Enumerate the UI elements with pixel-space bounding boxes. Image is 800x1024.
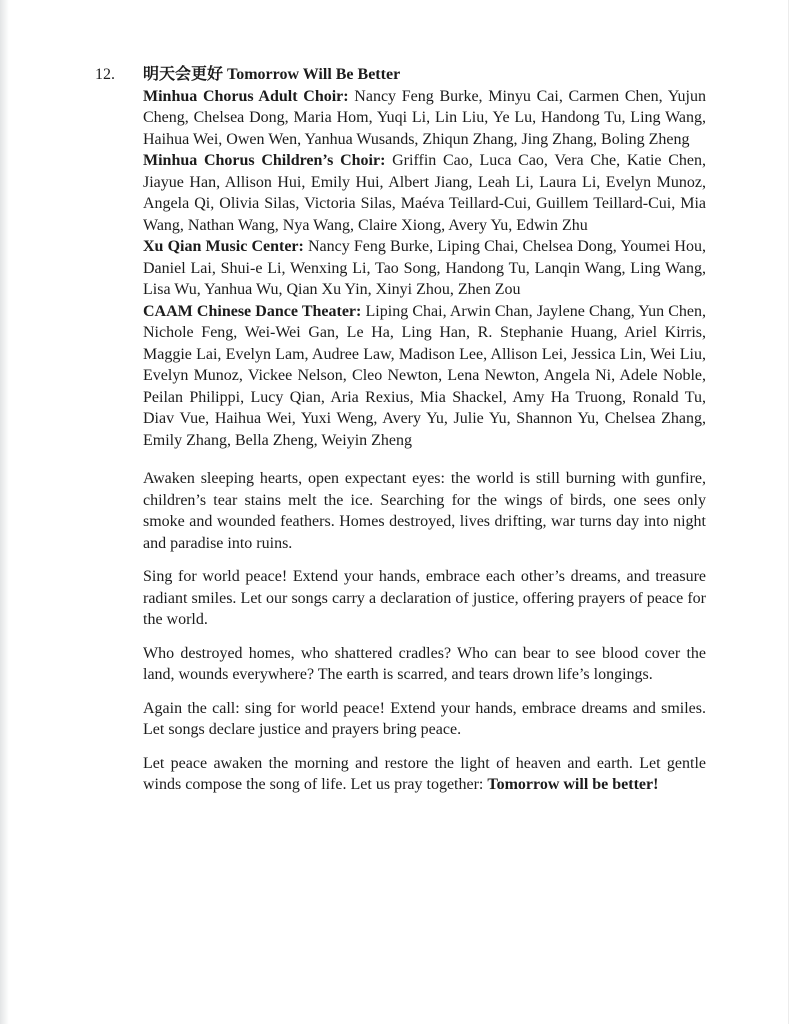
ensemble-entry-adult-choir xyxy=(143,86,706,151)
ensemble-names: Liping Chai, Arwin Chan, Jaylene Chang, Yun Chen, Nichole Feng, Wei-Wei Gan, Le Ha, Ling Han, R. Stephanie Huang, Ariel Kirris, Maggie Lai, Evelyn Lam, Audree Law, Madison Lee, Allison Lei, Jessica Lin, Wei Liu, Evelyn Munoz, Vickee Nelson, Cleo Newton, Lena Newton, Angela Ni, Adele Noble, Peilan Philippi, Lucy Qian, Aria Rexius, Mia Shackel, Amy Ha Truong, Ronald Tu, Diav Vue, Haihua Wei, Yuxi Weng, Avery Yu, Julie Yu, Shannon Yu, Chelsea Zhang, Emily Zhang, Bella Zheng, Weiyin Zheng xyxy=(143,302,707,449)
ensemble-label: Minhua Chorus Adult Choir: xyxy=(143,87,349,105)
item-title: 明天会更好 Tomorrow Will Be Better xyxy=(143,66,401,83)
ensemble-label: CAAM Chinese Dance Theater: xyxy=(143,302,362,320)
lyrics-paragraph-final xyxy=(143,753,706,796)
final-paragraph-text: Let peace awaken the morning and restore the light of heaven and earth. Let gentle winds compose the song of life. Let us pray together: xyxy=(143,754,706,793)
ensemble-names: Nancy Feng Burke, Liping Chai, Chelsea Dong, Youmei Hou, Daniel Lai, Shui-e Li, Wenxing Li, Tao Song, Handong Tu, Lanqin Wang, Ling Wang, Lisa Wu, Yanhua Wu, Qian Xu Yin, Xinyi Zhou, Zhen Zou xyxy=(143,238,706,298)
lyrics-paragraph: Again the call: sing for world peace! Extend your hands, embrace dreams and smiles. Let songs declare justice and prayers bring peace. xyxy=(143,699,706,738)
ensemble-label: Xu Qian Music Center: xyxy=(143,238,304,255)
lyrics-translation xyxy=(143,468,706,796)
final-paragraph-bold: Tomorrow will be better! xyxy=(487,776,659,793)
ensemble-names: Griffin Cao, Luca Cao, Vera Che, Katie Chen, Jiayue Han, Allison Hui, Emily Hui, Albert Jiang, Leah Li, Laura Li, Evelyn Munoz, Angela Qi, Olivia Silas, Victoria Silas, Maéva Teillard-Cui, Guillem Teillard-Cui, Mia Wang, Nathan Wang, Nya Wang, Claire Xiong, Avery Yu, Edwin Zhu xyxy=(143,152,706,234)
item-content xyxy=(143,64,706,808)
ensemble-list xyxy=(143,86,706,452)
ensemble-entry-dance-theater xyxy=(143,301,706,452)
ensemble-entry-childrens-choir xyxy=(143,150,706,236)
lyrics-paragraph: Awaken sleeping hearts, open expectant eyes: the world is still burning with gunfire, children’s tear stains melt the ice. Searching for the wings of birds, one sees only smoke and wounded feathers. Homes destroyed, lives drifting, war turns day into night and paradise into ruins. xyxy=(143,470,706,552)
lyrics-paragraph: Sing for world peace! Extend your hands, embrace each other’s dreams, and treasure radiant smiles. Let our songs carry a declaration of justice, offering prayers of peace for the world. xyxy=(143,568,706,628)
lyrics-paragraph: Who destroyed homes, who shattered cradles? Who can bear to see blood cover the land, wounds everywhere? The earth is scarred, and tears drown life’s longings. xyxy=(143,644,706,683)
ensemble-names: Nancy Feng Burke, Minyu Cai, Carmen Chen, Yujun Cheng, Chelsea Dong, Maria Hom, Yuqi Li, Lin Liu, Ye Lu, Handong Tu, Ling Wang, Haihua Wei, Owen Wen, Yanhua Wusands, Zhiqun Zhang, Jing Zhang, Boling Zheng xyxy=(143,87,706,148)
item-number: 12. xyxy=(95,66,115,83)
ensemble-entry-music-center xyxy=(143,236,706,301)
ensemble-label: Minhua Chorus Children’s Choir: xyxy=(143,152,386,169)
